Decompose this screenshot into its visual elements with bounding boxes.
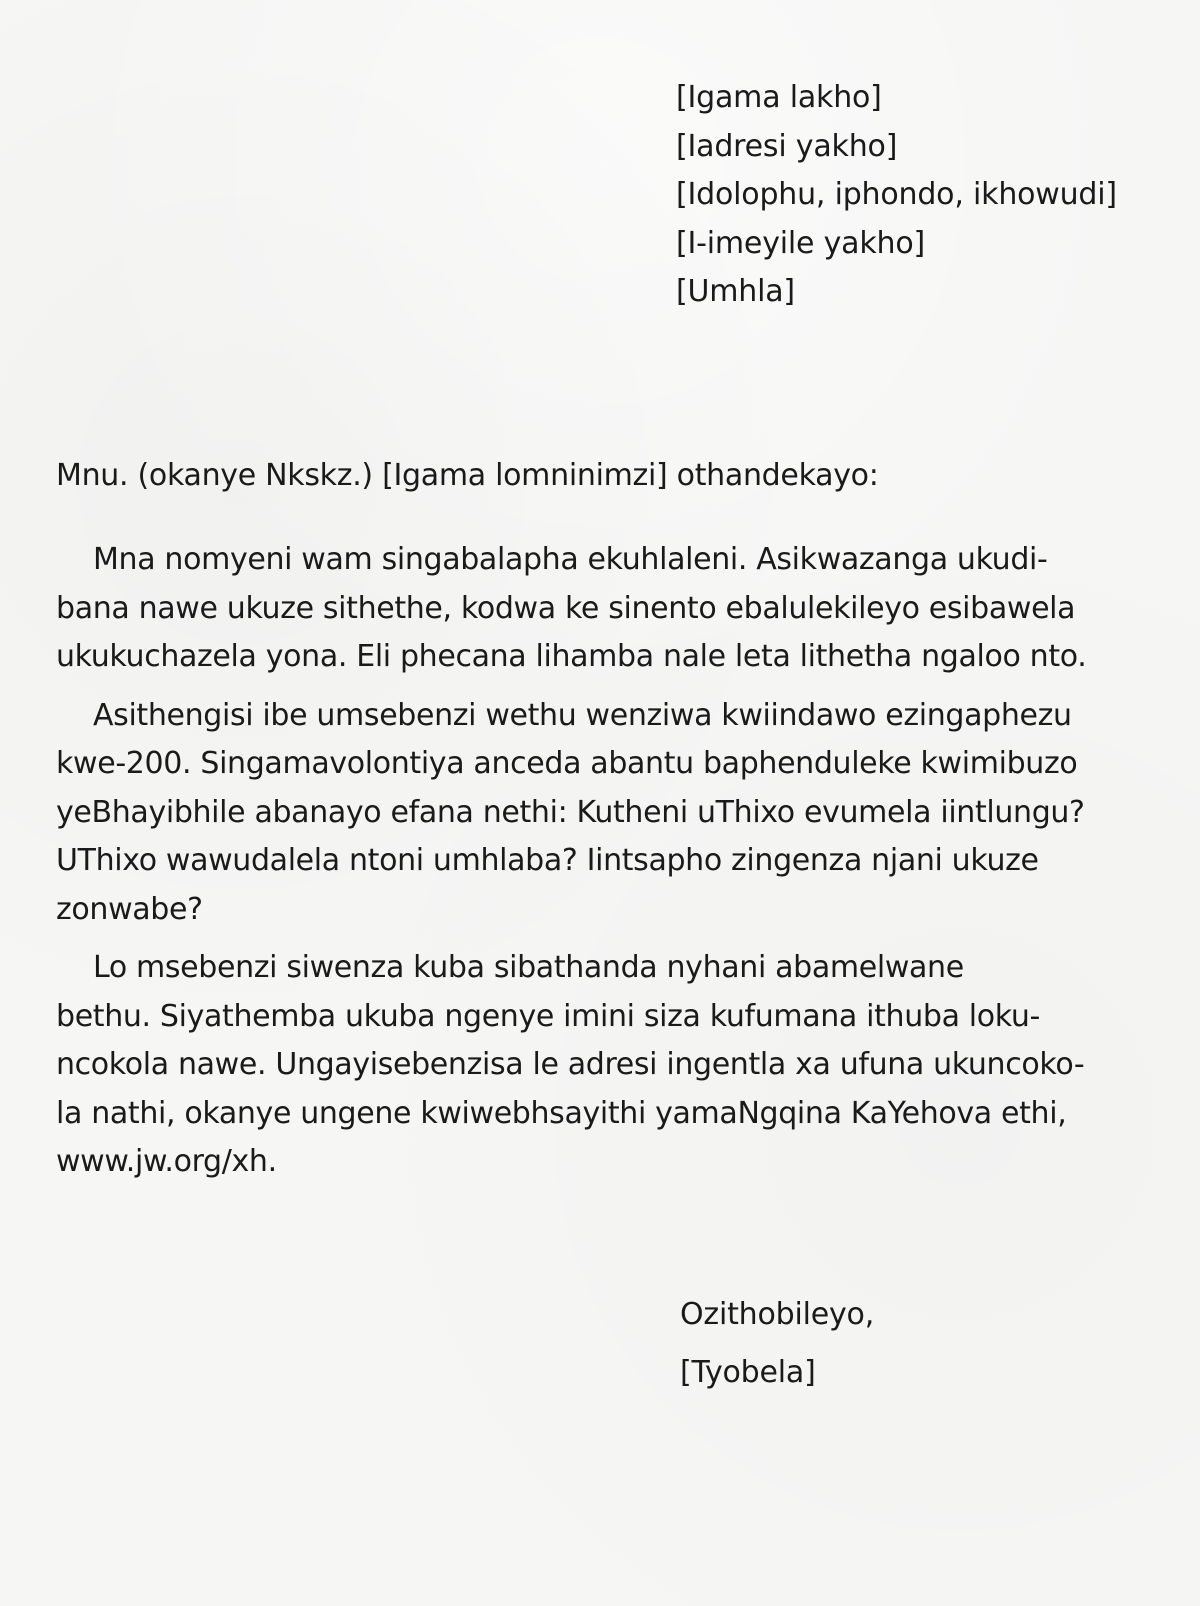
sender-address: [Iadresi yakho] bbox=[676, 128, 898, 164]
closing-phrase: Ozithobileyo, bbox=[680, 1297, 875, 1332]
body-line: Asithengisi ibe umsebenzi wethu wenziwa kwiindawo ezingaphezu bbox=[93, 697, 1072, 733]
sender-email: [I-imeyile yakho] bbox=[676, 225, 925, 261]
body-line: UThixo wawudalela ntoni umhlaba? Iintsapho zingenza njani ukuze bbox=[56, 843, 1039, 878]
sender-address-block bbox=[676, 74, 1117, 317]
salutation: Mnu. (okanye Nkskz.) [Igama lomninimzi] othandekayo: bbox=[56, 458, 879, 493]
letter-body bbox=[56, 536, 1166, 1197]
body-line: la nathi, okanye ungene kwiwebhsayithi yamaNgqina KaYehova ethi, bbox=[56, 1095, 1067, 1131]
sender-city-province-code: [Idolophu, iphondo, ikhowudi] bbox=[676, 177, 1117, 212]
paragraph-work-description bbox=[56, 692, 1166, 935]
body-line: kwe-200. Singamavolontiya anceda abantu baphenduleke kwimibuzo bbox=[56, 746, 1078, 781]
letter-date: [Umhla] bbox=[676, 274, 795, 309]
body-line: Mna nomyeni wam singabalapha ekuhlaleni. Asikwazanga ukudi- bbox=[93, 542, 1048, 577]
body-line: ncokola nawe. Ungayisebenzisa le adresi ingentla xa ufuna ukuncoko- bbox=[56, 1047, 1085, 1082]
body-line: ukukuchazela yona. Eli phecana lihamba nale leta lithetha ngaloo nto. bbox=[56, 639, 1087, 674]
body-line: yeBhayibhile abanayo efana nethi: Kutheni uThixo evumela iintlungu? bbox=[56, 794, 1085, 830]
website-url-text: www.jw.org/xh. bbox=[56, 1144, 277, 1179]
body-line: Lo msebenzi siwenza kuba sibathanda nyhani abamelwane bbox=[93, 950, 964, 985]
sender-name: [Igama lakho] bbox=[676, 80, 882, 115]
paragraph-introduction bbox=[56, 536, 1166, 682]
body-line: bethu. Siyathemba ukuba ngenye imini siza kufumana ithuba loku- bbox=[56, 998, 1041, 1034]
body-line: zonwabe? bbox=[56, 891, 203, 927]
body-line: bana nawe ukuze sithethe, kodwa ke sinento ebalulekileyo esibawela bbox=[56, 590, 1076, 626]
paragraph-invitation bbox=[56, 944, 1166, 1187]
closing-block bbox=[680, 1295, 874, 1393]
signature-placeholder: [Tyobela] bbox=[680, 1355, 816, 1390]
